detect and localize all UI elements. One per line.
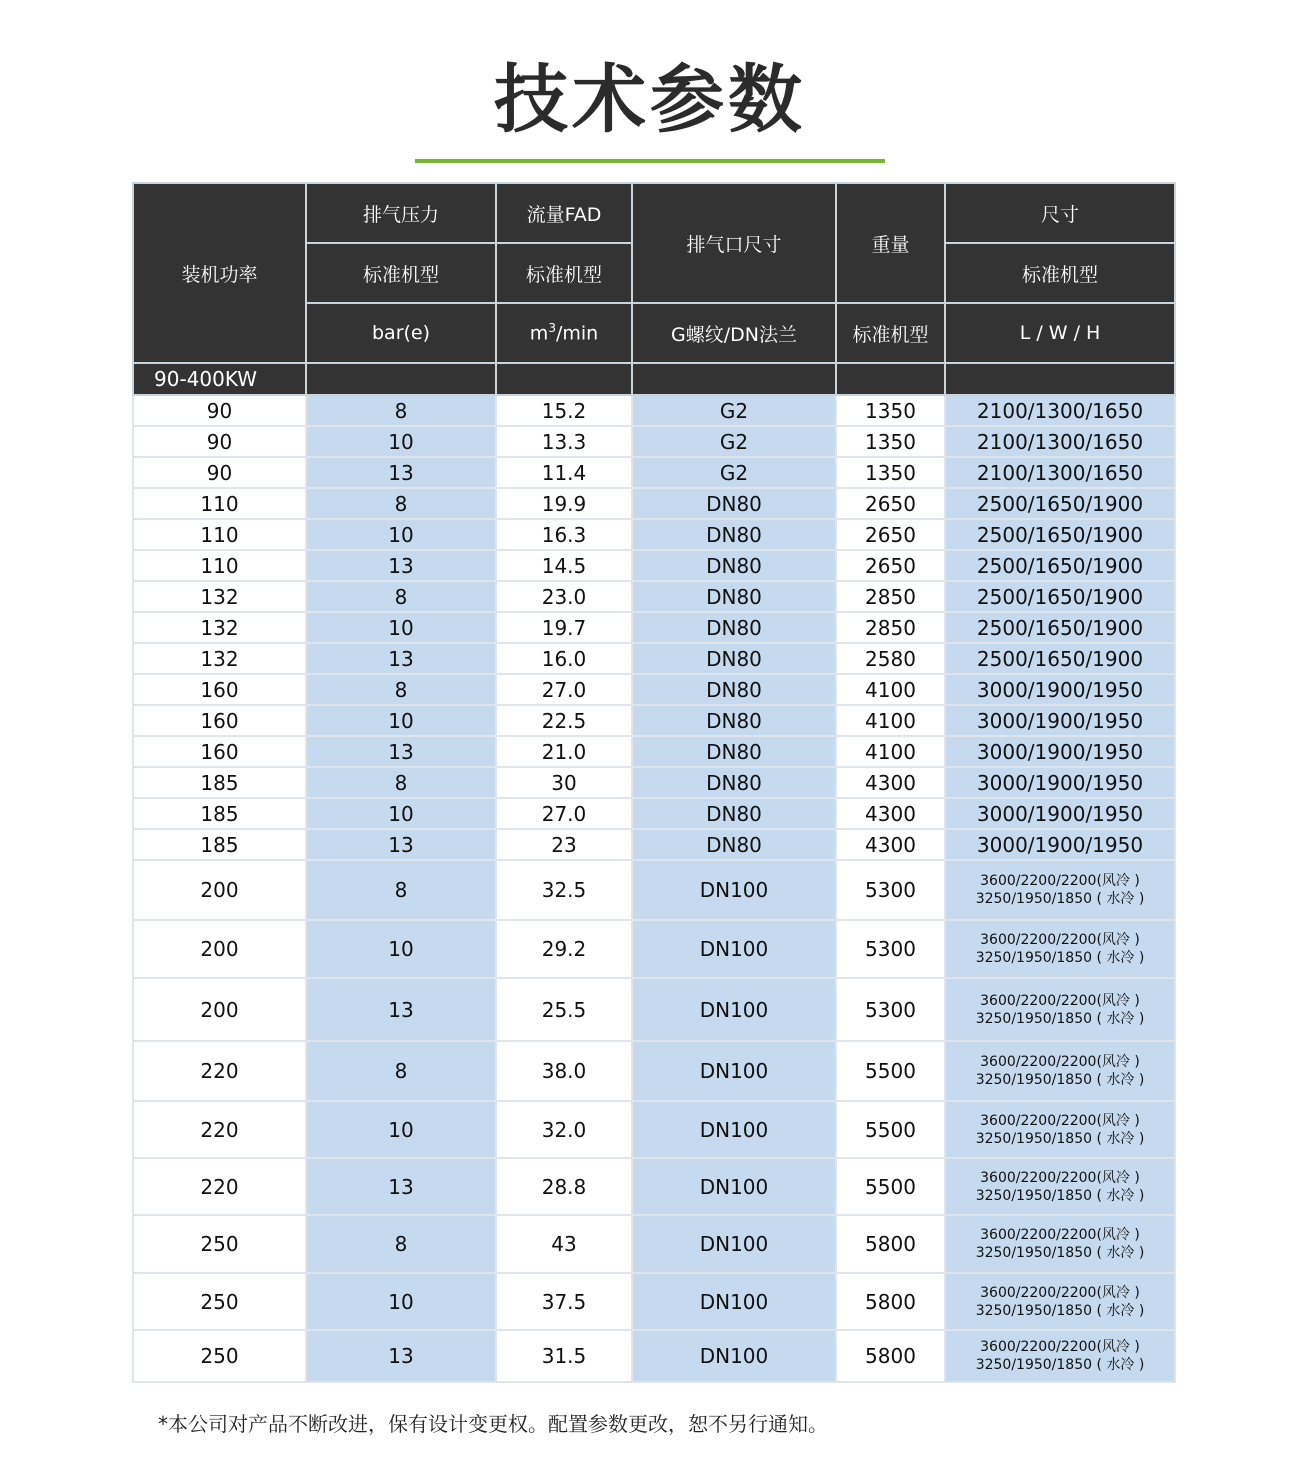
cell-flow: 29.2 xyxy=(496,920,632,978)
cell-dimensions xyxy=(945,978,1175,1041)
cell-dimensions xyxy=(945,1041,1175,1101)
cell-dimensions: 2100/1300/1650 xyxy=(945,426,1175,457)
cell-outlet: DN80 xyxy=(632,705,836,736)
table-row xyxy=(133,978,1175,1041)
cell-flow: 11.4 xyxy=(496,457,632,488)
cell-flow: 15.2 xyxy=(496,395,632,426)
power-range-label: 90-400KW xyxy=(133,363,306,395)
cell-outlet: DN100 xyxy=(632,1215,836,1273)
cell-power: 160 xyxy=(133,674,306,705)
cell-flow: 16.3 xyxy=(496,519,632,550)
dims-air-cooled: 3600/2200/2200(风冷 ) xyxy=(980,873,1140,889)
cell-power: 250 xyxy=(133,1273,306,1330)
cell-pressure: 8 xyxy=(306,395,496,426)
header-flow-unit: $m^3/\min$ xyxy=(496,303,632,363)
cell-dimensions xyxy=(945,920,1175,978)
range-blank xyxy=(836,363,945,395)
table-row xyxy=(133,829,1175,860)
range-blank xyxy=(632,363,836,395)
cell-outlet: G2 xyxy=(632,426,836,457)
header-size: 尺寸 xyxy=(945,183,1175,243)
cell-weight: 5300 xyxy=(836,860,945,920)
dims-air-cooled: 3600/2200/2200(风冷 ) xyxy=(980,932,1140,948)
cell-power: 110 xyxy=(133,550,306,581)
cell-flow: 31.5 xyxy=(496,1330,632,1382)
dims-air-cooled: 3600/2200/2200(风冷 ) xyxy=(980,1284,1140,1301)
header-pressure-model: 标准机型 xyxy=(306,243,496,303)
header-flow: 流量FAD xyxy=(496,183,632,243)
table-row xyxy=(133,426,1175,457)
cell-pressure: 13 xyxy=(306,736,496,767)
cell-flow: 30 xyxy=(496,767,632,798)
cell-flow: 27.0 xyxy=(496,674,632,705)
cell-weight: 5500 xyxy=(836,1158,945,1215)
cell-power: 185 xyxy=(133,829,306,860)
cell-power: 220 xyxy=(133,1101,306,1158)
cell-outlet: DN100 xyxy=(632,1101,836,1158)
table-row xyxy=(133,920,1175,978)
cell-weight: 4100 xyxy=(836,736,945,767)
table-row xyxy=(133,519,1175,550)
cell-power: 220 xyxy=(133,1041,306,1101)
dims-air-cooled: 3600/2200/2200(风冷 ) xyxy=(980,1339,1140,1355)
cell-outlet: DN80 xyxy=(632,798,836,829)
header-weight-unit: 标准机型 xyxy=(836,303,945,363)
table-row xyxy=(133,1215,1175,1273)
header-outlet-unit: G螺纹/DN法兰 xyxy=(632,303,836,363)
table-row xyxy=(133,581,1175,612)
header-weight: 重量 xyxy=(836,183,945,303)
cell-weight: 4100 xyxy=(836,705,945,736)
table-header xyxy=(133,183,1175,395)
range-blank xyxy=(496,363,632,395)
table-row xyxy=(133,550,1175,581)
cell-dimensions: 2500/1650/1900 xyxy=(945,550,1175,581)
cell-pressure: 8 xyxy=(306,1041,496,1101)
table-row xyxy=(133,674,1175,705)
cell-power: 132 xyxy=(133,581,306,612)
cell-pressure: 8 xyxy=(306,767,496,798)
cell-pressure: 13 xyxy=(306,978,496,1041)
cell-weight: 5800 xyxy=(836,1273,945,1330)
cell-pressure: 10 xyxy=(306,519,496,550)
table-row xyxy=(133,767,1175,798)
dims-water-cooled: 3250/1950/1850 ( 水冷 ) xyxy=(975,1010,1145,1027)
dims-water-cooled: 3250/1950/1850 ( 水冷 ) xyxy=(975,950,1145,966)
cell-outlet: DN80 xyxy=(632,519,836,550)
header-pressure: 排气压力 xyxy=(306,183,496,243)
cell-pressure: 8 xyxy=(306,581,496,612)
cell-outlet: G2 xyxy=(632,395,836,426)
header-power: 装机功率 xyxy=(133,183,306,363)
cell-power: 200 xyxy=(133,860,306,920)
dims-water-cooled: 3250/1950/1850 ( 水冷 ) xyxy=(975,1302,1145,1319)
cell-flow: 32.0 xyxy=(496,1101,632,1158)
cell-pressure: 10 xyxy=(306,426,496,457)
cell-pressure: 8 xyxy=(306,488,496,519)
cell-weight: 2850 xyxy=(836,612,945,643)
cell-outlet: G2 xyxy=(632,457,836,488)
cell-power: 110 xyxy=(133,488,306,519)
cell-outlet: DN100 xyxy=(632,920,836,978)
footnote: *本公司对产品不断改进，保有设计变更权。配置参数更改，恕不另行通知。 xyxy=(158,1412,828,1436)
cell-weight: 5300 xyxy=(836,920,945,978)
dims-water-cooled: 3250/1950/1850 ( 水冷 ) xyxy=(975,1130,1145,1147)
page-title: 技术参数 xyxy=(494,57,806,143)
cell-pressure: 13 xyxy=(306,457,496,488)
cell-pressure: 10 xyxy=(306,1273,496,1330)
cell-dimensions: 3000/1900/1950 xyxy=(945,798,1175,829)
cell-outlet: DN100 xyxy=(632,1273,836,1330)
dims-water-cooled: 3250/1950/1850 ( 水冷 ) xyxy=(975,891,1145,907)
cell-flow: 28.8 xyxy=(496,1158,632,1215)
header-size-unit: L / W / H xyxy=(945,303,1175,363)
dims-water-cooled: 3250/1950/1850 ( 水冷 ) xyxy=(975,1072,1145,1088)
cell-outlet: DN80 xyxy=(632,643,836,674)
cell-flow: 23.0 xyxy=(496,581,632,612)
header-pressure-unit: bar(e) xyxy=(306,303,496,363)
cell-weight: 4300 xyxy=(836,829,945,860)
table-body xyxy=(133,395,1175,1382)
cell-flow: 19.9 xyxy=(496,488,632,519)
cell-pressure: 10 xyxy=(306,612,496,643)
cell-power: 160 xyxy=(133,705,306,736)
table-row xyxy=(133,705,1175,736)
dims-water-cooled: 3250/1950/1850 ( 水冷 ) xyxy=(975,1245,1145,1261)
cell-weight: 2850 xyxy=(836,581,945,612)
dims-air-cooled: 3600/2200/2200(风冷 ) xyxy=(980,1227,1140,1243)
cell-power: 185 xyxy=(133,767,306,798)
table-row xyxy=(133,1101,1175,1158)
cell-dimensions: 2500/1650/1900 xyxy=(945,612,1175,643)
cell-power: 185 xyxy=(133,798,306,829)
cell-flow: 21.0 xyxy=(496,736,632,767)
dims-air-cooled: 3600/2200/2200(风冷 ) xyxy=(980,992,1140,1009)
cell-weight: 1350 xyxy=(836,395,945,426)
cell-pressure: 13 xyxy=(306,550,496,581)
cell-power: 90 xyxy=(133,457,306,488)
cell-dimensions: 3000/1900/1950 xyxy=(945,767,1175,798)
cell-power: 160 xyxy=(133,736,306,767)
table-row xyxy=(133,1273,1175,1330)
cell-pressure: 13 xyxy=(306,1330,496,1382)
cell-pressure: 8 xyxy=(306,674,496,705)
table-row xyxy=(133,736,1175,767)
table-row xyxy=(133,1158,1175,1215)
cell-weight: 5300 xyxy=(836,978,945,1041)
cell-dimensions xyxy=(945,860,1175,920)
cell-weight: 5800 xyxy=(836,1330,945,1382)
dims-water-cooled: 3250/1950/1850 ( 水冷 ) xyxy=(975,1187,1145,1204)
table-row xyxy=(133,860,1175,920)
cell-pressure: 13 xyxy=(306,643,496,674)
cell-pressure: 10 xyxy=(306,1101,496,1158)
cell-flow: 23 xyxy=(496,829,632,860)
cell-weight: 4300 xyxy=(836,767,945,798)
cell-dimensions: 2500/1650/1900 xyxy=(945,488,1175,519)
cell-dimensions: 3000/1900/1950 xyxy=(945,705,1175,736)
cell-dimensions: 3000/1900/1950 xyxy=(945,736,1175,767)
table-row xyxy=(133,798,1175,829)
dims-air-cooled: 3600/2200/2200(风冷 ) xyxy=(980,1054,1140,1070)
cell-weight: 2650 xyxy=(836,488,945,519)
cell-dimensions: 2500/1650/1900 xyxy=(945,519,1175,550)
cell-outlet: DN80 xyxy=(632,488,836,519)
cell-outlet: DN80 xyxy=(632,612,836,643)
cell-dimensions: 2500/1650/1900 xyxy=(945,581,1175,612)
cell-dimensions: 3000/1900/1950 xyxy=(945,674,1175,705)
cell-flow: 22.5 xyxy=(496,705,632,736)
cell-weight: 4300 xyxy=(836,798,945,829)
cell-weight: 4100 xyxy=(836,674,945,705)
header-flow-model: 标准机型 xyxy=(496,243,632,303)
cell-outlet: DN100 xyxy=(632,1158,836,1215)
cell-dimensions xyxy=(945,1330,1175,1382)
cell-outlet: DN100 xyxy=(632,860,836,920)
table-row xyxy=(133,643,1175,674)
cell-flow: 14.5 xyxy=(496,550,632,581)
table-row xyxy=(133,1330,1175,1382)
cell-flow: 37.5 xyxy=(496,1273,632,1330)
table-row xyxy=(133,395,1175,426)
cell-pressure: 13 xyxy=(306,1158,496,1215)
cell-weight: 5500 xyxy=(836,1041,945,1101)
cell-dimensions: 2100/1300/1650 xyxy=(945,457,1175,488)
cell-power: 110 xyxy=(133,519,306,550)
header-outlet: 排气口尺寸 xyxy=(632,183,836,303)
header-size-model: 标准机型 xyxy=(945,243,1175,303)
cell-outlet: DN80 xyxy=(632,581,836,612)
cell-weight: 2650 xyxy=(836,519,945,550)
cell-power: 220 xyxy=(133,1158,306,1215)
cell-outlet: DN100 xyxy=(632,1041,836,1101)
cell-weight: 2650 xyxy=(836,550,945,581)
cell-flow: 16.0 xyxy=(496,643,632,674)
range-blank xyxy=(306,363,496,395)
table-row xyxy=(133,457,1175,488)
cell-power: 132 xyxy=(133,612,306,643)
cell-dimensions: 2500/1650/1900 xyxy=(945,643,1175,674)
cell-weight: 5500 xyxy=(836,1101,945,1158)
cell-pressure: 13 xyxy=(306,829,496,860)
cell-weight: 2580 xyxy=(836,643,945,674)
dims-water-cooled: 3250/1950/1850 ( 水冷 ) xyxy=(975,1357,1145,1373)
cell-flow: 38.0 xyxy=(496,1041,632,1101)
range-blank xyxy=(945,363,1175,395)
cell-power: 250 xyxy=(133,1330,306,1382)
table-row xyxy=(133,488,1175,519)
cell-pressure: 10 xyxy=(306,920,496,978)
cell-pressure: 8 xyxy=(306,860,496,920)
cell-pressure: 10 xyxy=(306,798,496,829)
cell-flow: 32.5 xyxy=(496,860,632,920)
table-row xyxy=(133,612,1175,643)
spec-table xyxy=(132,182,1176,1383)
cell-outlet: DN80 xyxy=(632,550,836,581)
cell-flow: 19.7 xyxy=(496,612,632,643)
cell-pressure: 10 xyxy=(306,705,496,736)
cell-dimensions xyxy=(945,1158,1175,1215)
title-underline xyxy=(415,159,885,163)
cell-power: 250 xyxy=(133,1215,306,1273)
cell-power: 90 xyxy=(133,426,306,457)
cell-outlet: DN100 xyxy=(632,978,836,1041)
cell-power: 200 xyxy=(133,920,306,978)
cell-dimensions xyxy=(945,1273,1175,1330)
dims-air-cooled: 3600/2200/2200(风冷 ) xyxy=(980,1169,1140,1186)
cell-flow: 13.3 xyxy=(496,426,632,457)
dims-air-cooled: 3600/2200/2200(风冷 ) xyxy=(980,1112,1140,1129)
cell-weight: 1350 xyxy=(836,426,945,457)
cell-weight: 1350 xyxy=(836,457,945,488)
cell-pressure: 8 xyxy=(306,1215,496,1273)
cell-flow: 43 xyxy=(496,1215,632,1273)
table-row xyxy=(133,1041,1175,1101)
cell-dimensions: 2100/1300/1650 xyxy=(945,395,1175,426)
cell-outlet: DN80 xyxy=(632,674,836,705)
cell-dimensions xyxy=(945,1101,1175,1158)
cell-outlet: DN80 xyxy=(632,767,836,798)
cell-power: 132 xyxy=(133,643,306,674)
cell-flow: 27.0 xyxy=(496,798,632,829)
cell-weight: 5800 xyxy=(836,1215,945,1273)
cell-power: 90 xyxy=(133,395,306,426)
cell-dimensions: 3000/1900/1950 xyxy=(945,829,1175,860)
cell-outlet: DN80 xyxy=(632,736,836,767)
cell-flow: 25.5 xyxy=(496,978,632,1041)
cell-power: 200 xyxy=(133,978,306,1041)
cell-dimensions xyxy=(945,1215,1175,1273)
cell-outlet: DN100 xyxy=(632,1330,836,1382)
cell-outlet: DN80 xyxy=(632,829,836,860)
